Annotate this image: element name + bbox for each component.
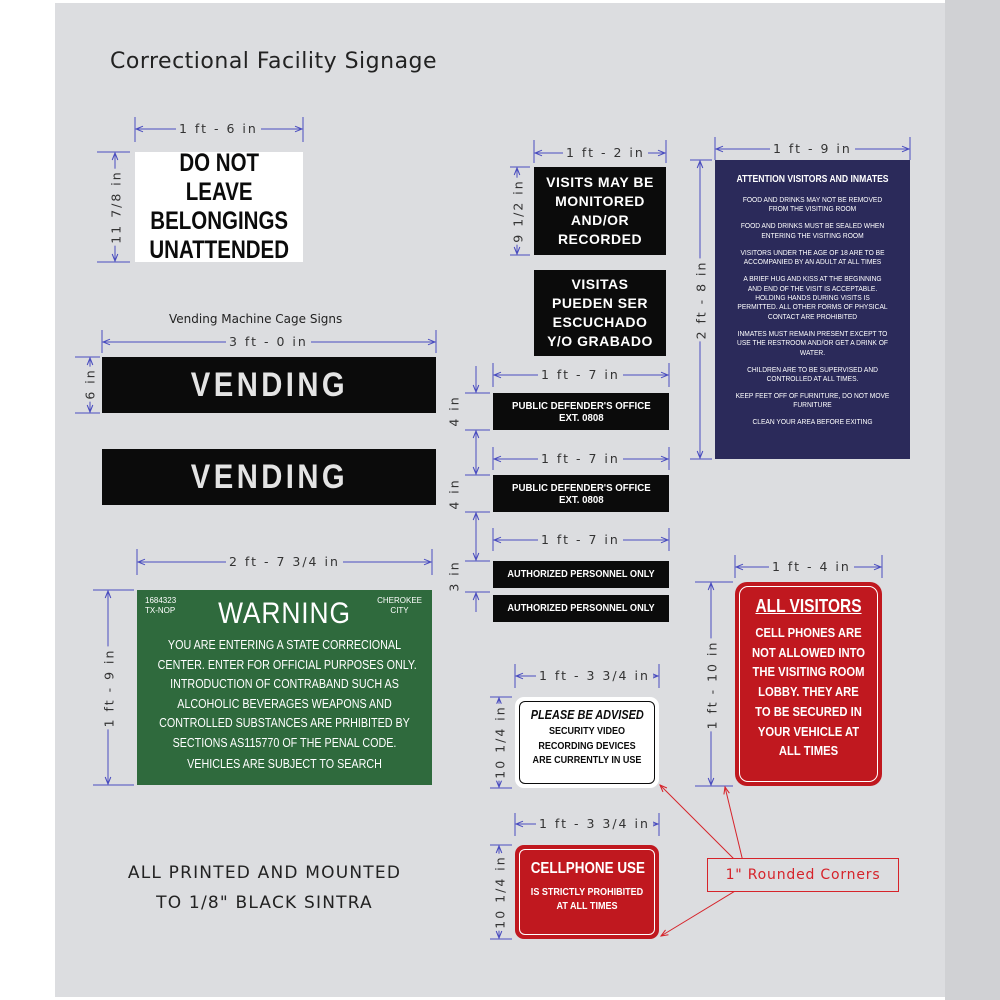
sign-code: TX-NOP bbox=[145, 606, 176, 615]
rule-line: FOOD AND DRINKS MAY NOT BE REMOVED bbox=[742, 195, 883, 204]
dim-label: 4 in bbox=[446, 478, 462, 510]
rule-line: CONTACT ARE PROHIBITED bbox=[767, 311, 858, 321]
sign-visits-english bbox=[534, 167, 666, 255]
rule-line: VISITORS UNDER THE AGE OF 18 ARE TO BE bbox=[740, 247, 885, 257]
dim-label: 10 1/4 in bbox=[492, 855, 508, 929]
rule-line: ACCOMPANIED BY AN ADULT AT ALL TIMES bbox=[743, 257, 882, 267]
sign-attention-visitors bbox=[715, 160, 910, 459]
sign-heading: PLEASE BE ADVISED bbox=[530, 707, 644, 722]
sign-line: ALCOHOLIC BEVERAGES WEAPONS AND bbox=[177, 696, 392, 711]
sign-visits-spanish bbox=[534, 270, 666, 356]
rule-line: INMATES MUST REMAIN PRESENT EXCEPT TO bbox=[737, 328, 888, 338]
sign-text: AUTHORIZED PERSONNEL ONLY bbox=[507, 603, 655, 614]
sign-line: INTRODUCTION OF CONTRABAND SUCH AS bbox=[170, 677, 399, 691]
rule-paragraph bbox=[725, 391, 901, 410]
mounting-note bbox=[112, 858, 417, 918]
sign-please-be-advised bbox=[515, 697, 659, 788]
sign-line: RECORDED bbox=[557, 231, 643, 247]
sign-code: 1684323 bbox=[145, 596, 177, 605]
rounded-corners-callout: 1" Rounded Corners bbox=[707, 858, 899, 892]
vending-section-title: Vending Machine Cage Signs bbox=[169, 312, 343, 326]
sign-cellphone-use bbox=[515, 845, 659, 939]
rule-line: FURNITURE bbox=[793, 400, 832, 410]
rule-line: A BRIEF HUG AND KISS AT THE BEGINNING bbox=[743, 274, 882, 284]
sign-line: TO BE SECURED IN bbox=[755, 704, 862, 719]
sign-vending bbox=[102, 357, 436, 413]
sign-code: CHEROKEE bbox=[377, 596, 422, 605]
sign-code: CITY bbox=[390, 606, 409, 615]
rule-paragraph bbox=[725, 417, 901, 426]
page-title: Correctional Facility Signage bbox=[110, 49, 438, 74]
rule-paragraph bbox=[725, 195, 901, 214]
dim-label: 1 ft - 7 in bbox=[538, 451, 623, 466]
sign-public-defender bbox=[493, 475, 669, 512]
sign-heading: CELLPHONE USE bbox=[530, 860, 645, 877]
dim-label: 1 ft - 3 3/4 in bbox=[536, 816, 653, 831]
dim-label: 1 ft - 9 in bbox=[770, 141, 855, 156]
dim-label: 1 ft - 9 in bbox=[101, 648, 117, 728]
dim-label: 10 1/4 in bbox=[492, 705, 508, 779]
sign-line: VISITS MAY BE bbox=[546, 174, 654, 190]
dim-label: 1 ft - 10 in bbox=[704, 640, 720, 730]
rule-paragraph bbox=[725, 274, 901, 321]
dim-label: 6 in bbox=[82, 368, 98, 400]
sign-line: EXT. 0808 bbox=[558, 411, 604, 424]
sign-line: SECURITY VIDEO bbox=[548, 725, 626, 737]
dim-label: 1 ft - 7 in bbox=[538, 532, 623, 547]
rules-list bbox=[725, 195, 901, 427]
rule-line: KEEP FEET OFF OF FURNITURE, DO NOT MOVE bbox=[735, 391, 890, 401]
note-line: TO 1/8" BLACK SINTRA bbox=[156, 893, 373, 913]
sign-heading: ATTENTION VISITORS AND INMATES bbox=[736, 174, 889, 185]
sign-line: THE VISITING ROOM bbox=[752, 665, 865, 680]
rule-line: CHILDREN ARE TO BE SUPERVISED AND bbox=[747, 364, 878, 374]
dim-label: 1 ft - 4 in bbox=[769, 559, 854, 574]
dim-label: 9 1/2 in bbox=[510, 179, 526, 243]
dim-label: 3 in bbox=[446, 560, 462, 592]
sign-line: BELONGINGS bbox=[150, 207, 288, 235]
rule-line: WATER. bbox=[799, 347, 826, 357]
sign-line: ALL TIMES bbox=[778, 744, 839, 759]
sign-line: EXT. 0808 bbox=[558, 493, 604, 506]
sign-heading: WARNING bbox=[218, 597, 351, 630]
sign-line: Y/O GRABADO bbox=[547, 333, 653, 349]
sign-line: IS STRICTLY PROHIBITED bbox=[530, 886, 644, 898]
sign-line: MONITORED bbox=[555, 193, 645, 209]
sign-line: AND/OR bbox=[570, 212, 630, 228]
rule-line: FOOD AND DRINKS MUST BE SEALED WHEN bbox=[740, 221, 885, 231]
sign-line: DO NOT LEAVE bbox=[179, 152, 259, 206]
sign-footer: VEHICLES ARE SUBJECT TO SEARCH bbox=[187, 757, 382, 771]
sign-line: RECORDING DEVICES bbox=[538, 739, 636, 752]
sign-line: PUBLIC DEFENDER'S OFFICE bbox=[511, 481, 651, 494]
note-line: ALL PRINTED AND MOUNTED bbox=[127, 863, 402, 883]
rule-line: USE THE RESTROOM AND/OR GET A DRINK OF bbox=[737, 338, 888, 348]
sign-heading: ALL VISITORS bbox=[755, 596, 862, 616]
sign-line: CENTER. ENTER FOR OFFICIAL PURPOSES ONLY. bbox=[157, 657, 417, 672]
dim-label: 1 ft - 2 in bbox=[563, 145, 648, 160]
sign-line: PUBLIC DEFENDER'S OFFICE bbox=[511, 399, 651, 412]
sign-line: CONTROLLED SUBSTANCES ARE PRHIBITED BY bbox=[159, 716, 410, 730]
rule-paragraph bbox=[725, 221, 901, 240]
rule-line: AND END OF THE VISIT IS ACCEPTABLE. bbox=[747, 283, 878, 293]
sign-line: ESCUCHADO bbox=[552, 314, 648, 330]
sign-line: NOT ALLOWED INTO bbox=[751, 645, 866, 660]
rule-line: PERMITTED. ALL OTHER FORMS OF PHYSICAL bbox=[737, 302, 888, 312]
rule-paragraph bbox=[725, 248, 901, 267]
sign-line: VISITAS bbox=[571, 276, 629, 292]
dim-label: 11 7/8 in bbox=[108, 170, 124, 244]
sign-line: PUEDEN SER bbox=[551, 295, 649, 311]
rule-line: CLEAN YOUR AREA BEFORE EXITING bbox=[752, 417, 873, 427]
dim-label: 1 ft - 3 3/4 in bbox=[536, 668, 653, 683]
sign-warning bbox=[137, 590, 432, 785]
sign-text: VENDING bbox=[190, 457, 348, 496]
rule-line: CONTROLLED AT ALL TIMES. bbox=[766, 374, 859, 384]
dim-label: 2 ft - 8 in bbox=[693, 260, 709, 340]
sign-line: ARE CURRENTLY IN USE bbox=[532, 754, 642, 766]
sign-all-visitors bbox=[735, 582, 882, 786]
dim-label: 4 in bbox=[446, 395, 462, 427]
sign-line: UNATTENDED bbox=[149, 236, 289, 262]
sign-public-defender bbox=[493, 393, 669, 430]
sign-vending bbox=[102, 449, 436, 505]
sign-line: LOBBY. THEY ARE bbox=[758, 685, 859, 700]
dim-label: 1 ft - 7 in bbox=[538, 367, 623, 382]
sign-text: AUTHORIZED PERSONNEL ONLY bbox=[507, 569, 655, 580]
rule-paragraph bbox=[725, 329, 901, 357]
sign-line: SECTIONS AS115770 OF THE PENAL CODE. bbox=[172, 735, 397, 750]
sign-do-not-leave bbox=[135, 152, 303, 262]
rule-line: FROM THE VISITING ROOM bbox=[768, 204, 857, 214]
rule-paragraph bbox=[725, 365, 901, 384]
dim-label: 2 ft - 7 3/4 in bbox=[226, 554, 343, 569]
sign-authorized-personnel bbox=[493, 561, 669, 588]
sign-line: YOUR VEHICLE AT bbox=[757, 724, 860, 739]
rule-line: ENTERING THE VISITING ROOM bbox=[761, 230, 864, 240]
dim-label: 3 ft - 0 in bbox=[226, 334, 311, 349]
sign-line: YOU ARE ENTERING A STATE CORRECIONAL bbox=[167, 638, 402, 652]
sign-text: VENDING bbox=[190, 365, 348, 404]
sign-authorized-personnel bbox=[493, 595, 669, 622]
sign-line: CELL PHONES ARE bbox=[755, 626, 862, 640]
dim-label: 1 ft - 6 in bbox=[176, 121, 261, 136]
sign-line: AT ALL TIMES bbox=[556, 900, 618, 912]
rule-line: HOLDING HANDS DURING VISITS IS bbox=[755, 293, 870, 303]
